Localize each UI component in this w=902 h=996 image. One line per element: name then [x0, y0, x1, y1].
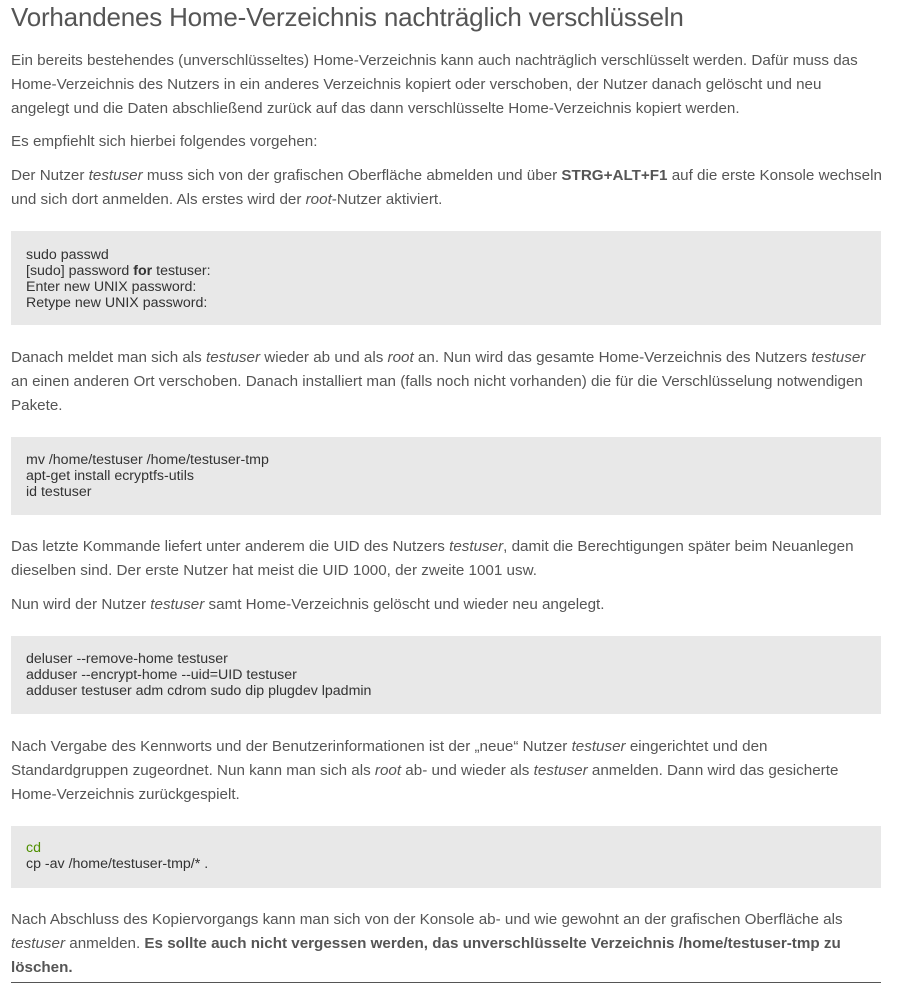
code-block-passwd [11, 231, 881, 325]
code-line: adduser --encrypt-home --uid=UID testuser [26, 667, 297, 683]
warning-text: Es sollte auch nicht vergessen werden, das unverschlüsselte Verzeichnis /home/testuser-tmp zu löschen. [11, 934, 841, 976]
restore-paragraph: Nach Vergabe des Kennworts und der Benutzerinformationen ist der „neue“ Nutzer testuser eingerichtet und den Standardgruppen zugeordnet. Nun kann man sich als root ab- und wieder als testuser anmelden. Dann wird das gesicherte Home-Verzeichnis zurückgespielt. [11, 738, 839, 803]
root-text: root [305, 190, 332, 208]
code-keyword: for [133, 263, 153, 279]
code-block-adduser [11, 636, 881, 714]
code-block-move [11, 437, 881, 515]
code-line: Enter new UNIX password: [26, 279, 197, 295]
divider [11, 982, 881, 983]
code-line: id testuser [26, 484, 92, 500]
code-line: [sudo] password for testuser: [26, 263, 211, 279]
code-line: cd [26, 840, 41, 856]
logout-paragraph: Der Nutzer testuser muss sich von der grafischen Oberfläche abmelden und über STRG+ALT+F1 auf die erste Konsole wechseln und sich dort anmelden. Als erstes wird der root-Nutzer aktiviert. [11, 167, 882, 208]
finish-paragraph: Nach Abschluss des Kopiervorgangs kann man sich von der Konsole ab- und wie gewohnt an der grafischen Oberfläche als testuser anmelden. Es sollte auch nicht vergessen werden, das unverschlüsselte Verzeichnis /home/testuser-tmp zu löschen. [11, 911, 843, 976]
move-home-paragraph: Danach meldet man sich als testuser wieder ab und als root an. Nun wird das gesamte Home-Verzeichnis des Nutzers testuser an einen anderen Ort verschoben. Danach installiert man (falls noch nicht vorhanden) die für die Verschlüsselung notwendigen Pakete. [11, 349, 866, 414]
code-line: cp -av /home/testuser-tmp/* . [26, 856, 209, 872]
code-line: apt-get install ecryptfs-utils [26, 468, 194, 484]
intro-paragraph: Ein bereits bestehendes (unverschlüsseltes) Home-Verzeichnis kann auch nachträglich verschlüsselt werden. Dafür muss das Home-Verzeichnis des Nutzers in ein anderes Verzeichnis kopiert oder verschoben, der Nutzer danach gelöscht und neu angelegt und die Daten abschließend zurück auf das dann verschlüsselte Home-Verzeichnis kopiert werden. [11, 52, 858, 117]
code-block-copy [11, 826, 881, 888]
code-line: deluser --remove-home testuser [26, 651, 228, 667]
code-line: Retype new UNIX password: [26, 295, 208, 311]
recreate-user-paragraph: Nun wird der Nutzer testuser samt Home-Verzeichnis gelöscht und wieder neu angelegt. [11, 596, 605, 613]
uid-paragraph: Das letzte Kommande liefert unter anderem die UID des Nutzers testuser, damit die Berechtigungen später beim Neuanlegen dieselben sind. Der erste Nutzer hat meist die UID 1000, der zweite 1001 usw. [11, 538, 854, 579]
procedure-intro: Es empfiehlt sich hierbei folgendes vorgehen: [11, 133, 318, 150]
code-line: adduser testuser adm cdrom sudo dip plugdev lpadmin [26, 683, 372, 699]
code-line: sudo passwd [26, 247, 109, 263]
page-title: Vorhandenes Home-Verzeichnis nachträglich verschlüsseln [11, 2, 684, 32]
key-combo-text: STRG+ALT+F1 [561, 167, 668, 184]
code-line: mv /home/testuser /home/testuser-tmp [26, 452, 269, 468]
username-text: testuser [88, 167, 143, 184]
